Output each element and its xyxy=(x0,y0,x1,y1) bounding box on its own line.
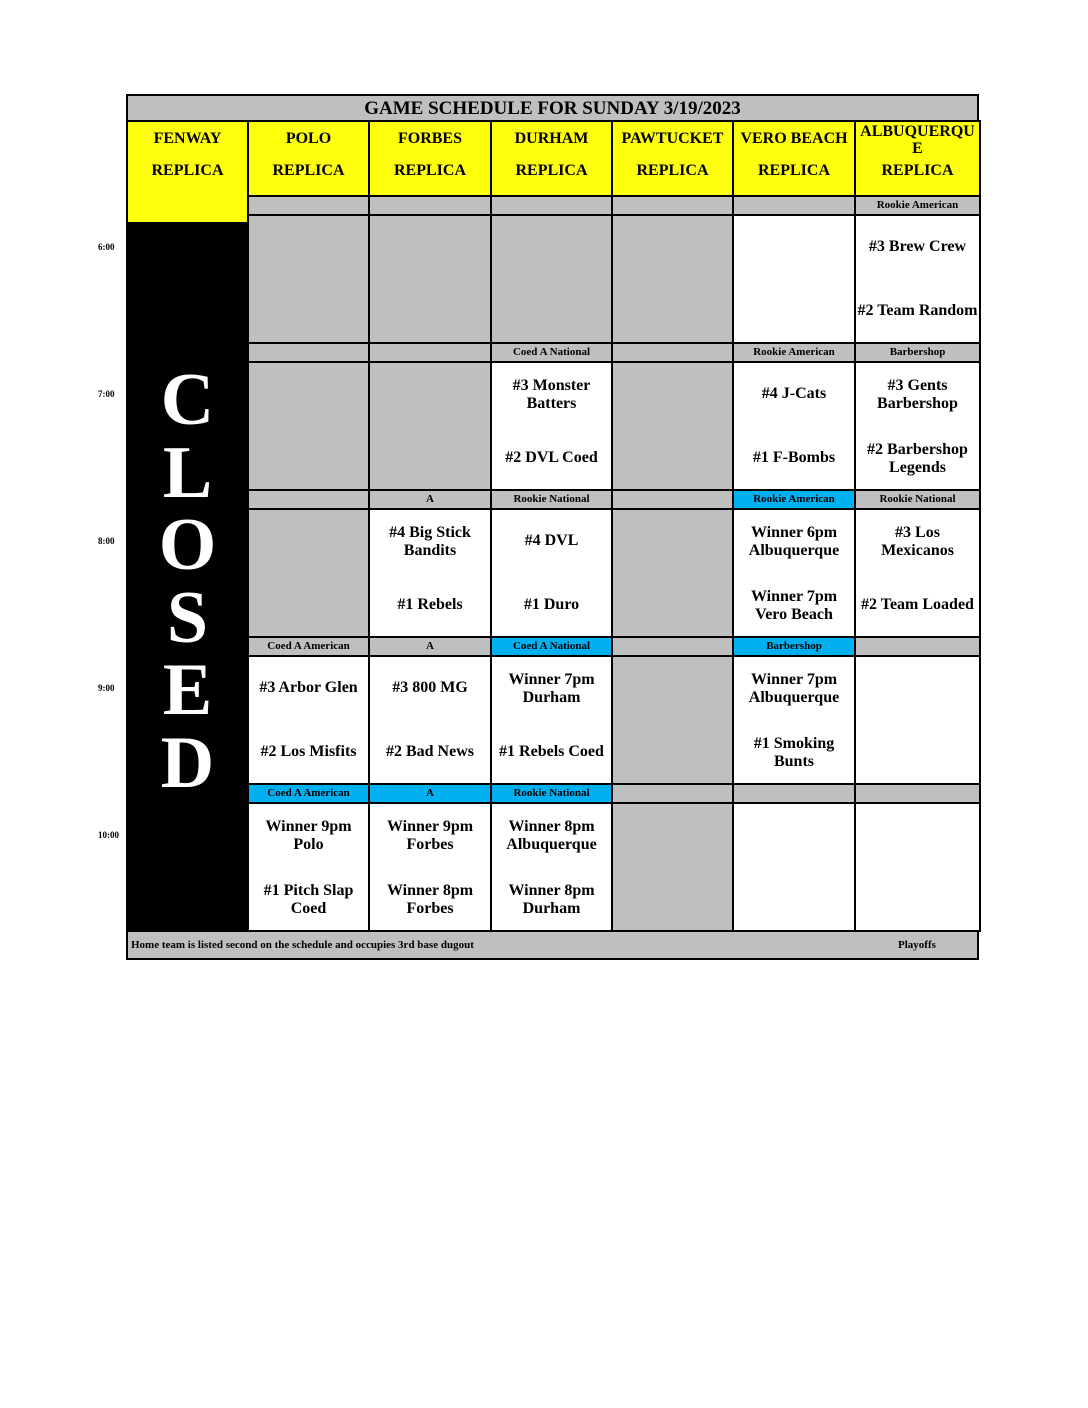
division-label xyxy=(247,195,370,216)
game-cell xyxy=(247,655,370,785)
division-label: Coed A American xyxy=(247,783,370,804)
field-subtitle: REPLICA xyxy=(515,162,588,179)
home-team: #2 Team Random xyxy=(857,302,978,319)
division-label: Barbershop xyxy=(854,342,981,363)
home-team: #1 Duro xyxy=(523,596,580,613)
home-team: #2 DVL Coed xyxy=(505,449,598,466)
division-label: Rookie American xyxy=(732,342,856,363)
home-team-note: Home team is listed second on the schedule and occupies 3rd base dugout xyxy=(131,939,474,951)
away-team: Winner 9pm Polo xyxy=(265,818,352,854)
game-cell xyxy=(247,802,370,932)
playoffs-legend: Playoffs xyxy=(898,939,936,951)
closed-letter: C xyxy=(160,359,215,441)
game-cell xyxy=(854,508,981,638)
home-team: Winner 7pm Vero Beach xyxy=(750,588,838,624)
division-label: Coed A American xyxy=(247,636,370,657)
home-team: #2 Barbershop Legends xyxy=(867,441,968,477)
division-label: Rookie American xyxy=(732,489,856,510)
division-label: Rookie National xyxy=(490,783,613,804)
game-cell xyxy=(732,655,856,785)
division-label xyxy=(247,342,370,363)
division-label: Rookie American xyxy=(854,195,981,216)
game-cell xyxy=(247,214,370,344)
time-label: 7:00 xyxy=(98,389,115,399)
field-name: DURHAM xyxy=(514,130,589,147)
game-cell xyxy=(732,508,856,638)
schedule-grid xyxy=(126,94,979,960)
away-team: #3 Brew Crew xyxy=(868,238,967,255)
time-label: 8:00 xyxy=(98,536,115,546)
game-cell xyxy=(368,508,492,638)
away-team: Winner 8pm Albuquerque xyxy=(506,818,597,854)
home-team: #1 F-Bombs xyxy=(752,449,836,466)
field-name: VERO BEACH xyxy=(740,130,848,147)
division-label xyxy=(732,195,856,216)
division-label xyxy=(611,489,734,510)
closed-letter: O xyxy=(158,504,217,586)
away-team: #3 800 MG xyxy=(392,679,468,696)
field-subtitle: REPLICA xyxy=(393,162,466,179)
home-team: #1 Smoking Bunts xyxy=(753,735,835,771)
division-label xyxy=(611,636,734,657)
home-team: #2 Los Misfits xyxy=(260,743,357,760)
game-cell xyxy=(854,214,981,344)
division-label: A xyxy=(368,636,492,657)
division-label: Rookie National xyxy=(854,489,981,510)
field-subtitle: REPLICA xyxy=(272,162,345,179)
division-label xyxy=(368,342,492,363)
home-team: Winner 8pm Forbes xyxy=(386,882,474,918)
division-label: Coed A National xyxy=(490,636,613,657)
division-label xyxy=(247,489,370,510)
field-subtitle: REPLICA xyxy=(757,162,830,179)
game-cell xyxy=(611,802,734,932)
away-team: Winner 9pm Forbes xyxy=(386,818,474,854)
division-label: Barbershop xyxy=(732,636,856,657)
division-label: A xyxy=(368,489,492,510)
game-cell xyxy=(611,508,734,638)
game-cell xyxy=(611,655,734,785)
game-cell xyxy=(368,361,492,491)
game-cell xyxy=(490,802,613,932)
division-label xyxy=(490,195,613,216)
field-name: PAWTUCKET xyxy=(621,130,724,147)
division-label xyxy=(732,783,856,804)
division-label xyxy=(611,342,734,363)
game-cell xyxy=(368,802,492,932)
field-name: FORBES xyxy=(397,130,462,147)
away-team: #4 Big Stick Bandits xyxy=(389,524,471,560)
home-team: Winner 8pm Durham xyxy=(508,882,595,918)
game-cell xyxy=(247,361,370,491)
home-team: #1 Rebels xyxy=(397,596,463,613)
game-cell xyxy=(732,361,856,491)
game-cell xyxy=(368,655,492,785)
closed-letter: D xyxy=(160,721,215,804)
schedule-title: GAME SCHEDULE FOR SUNDAY 3/19/2023 xyxy=(126,94,979,122)
home-team: #2 Team Loaded xyxy=(861,596,974,613)
field-name: FENWAY xyxy=(153,130,222,147)
away-team: #3 Monster Batters xyxy=(512,377,591,413)
game-cell xyxy=(368,214,492,344)
away-team: #4 DVL xyxy=(524,532,579,549)
closed-letter: L xyxy=(162,431,213,514)
closed-letter: S xyxy=(166,576,209,659)
away-team: Winner 7pm Albuquerque xyxy=(748,671,840,707)
division-label: Coed A National xyxy=(490,342,613,363)
away-team: #4 J-Cats xyxy=(761,385,827,402)
game-cell xyxy=(490,508,613,638)
game-cell xyxy=(854,361,981,491)
division-label xyxy=(611,783,734,804)
away-team: #3 Los Mexicanos xyxy=(881,524,954,560)
footer-bar xyxy=(126,930,979,960)
away-team: Winner 7pm Durham xyxy=(508,671,595,707)
game-cell xyxy=(490,655,613,785)
field-header xyxy=(126,120,249,224)
game-cell xyxy=(854,802,981,932)
field-subtitle: REPLICA xyxy=(636,162,709,179)
closed-label xyxy=(128,359,247,804)
division-label xyxy=(368,195,492,216)
game-cell xyxy=(490,361,613,491)
division-label: A xyxy=(368,783,492,804)
time-label: 10:00 xyxy=(98,830,119,840)
game-cell xyxy=(611,361,734,491)
game-cell xyxy=(854,655,981,785)
home-team: #1 Pitch Slap Coed xyxy=(263,882,354,918)
game-cell xyxy=(732,214,856,344)
division-label xyxy=(854,783,981,804)
field-subtitle: REPLICA xyxy=(881,162,954,179)
division-label: Rookie National xyxy=(490,489,613,510)
game-cell xyxy=(732,802,856,932)
game-cell xyxy=(247,508,370,638)
field-name: POLO xyxy=(285,130,332,147)
closed-column xyxy=(126,222,249,932)
game-cell xyxy=(611,214,734,344)
division-label xyxy=(611,195,734,216)
home-team: #2 Bad News xyxy=(385,743,474,760)
away-team: #3 Gents Barbershop xyxy=(877,377,958,413)
field-subtitle: REPLICA xyxy=(151,162,224,179)
time-label: 9:00 xyxy=(98,683,115,693)
field-name: ALBUQUERQU E xyxy=(860,123,975,157)
home-team: #1 Rebels Coed xyxy=(499,743,604,760)
division-label xyxy=(854,636,981,657)
away-team: Winner 6pm Albuquerque xyxy=(748,524,840,560)
game-cell xyxy=(490,214,613,344)
closed-letter: E xyxy=(162,649,213,731)
time-label: 6:00 xyxy=(98,242,115,252)
away-team: #3 Arbor Glen xyxy=(259,679,358,696)
